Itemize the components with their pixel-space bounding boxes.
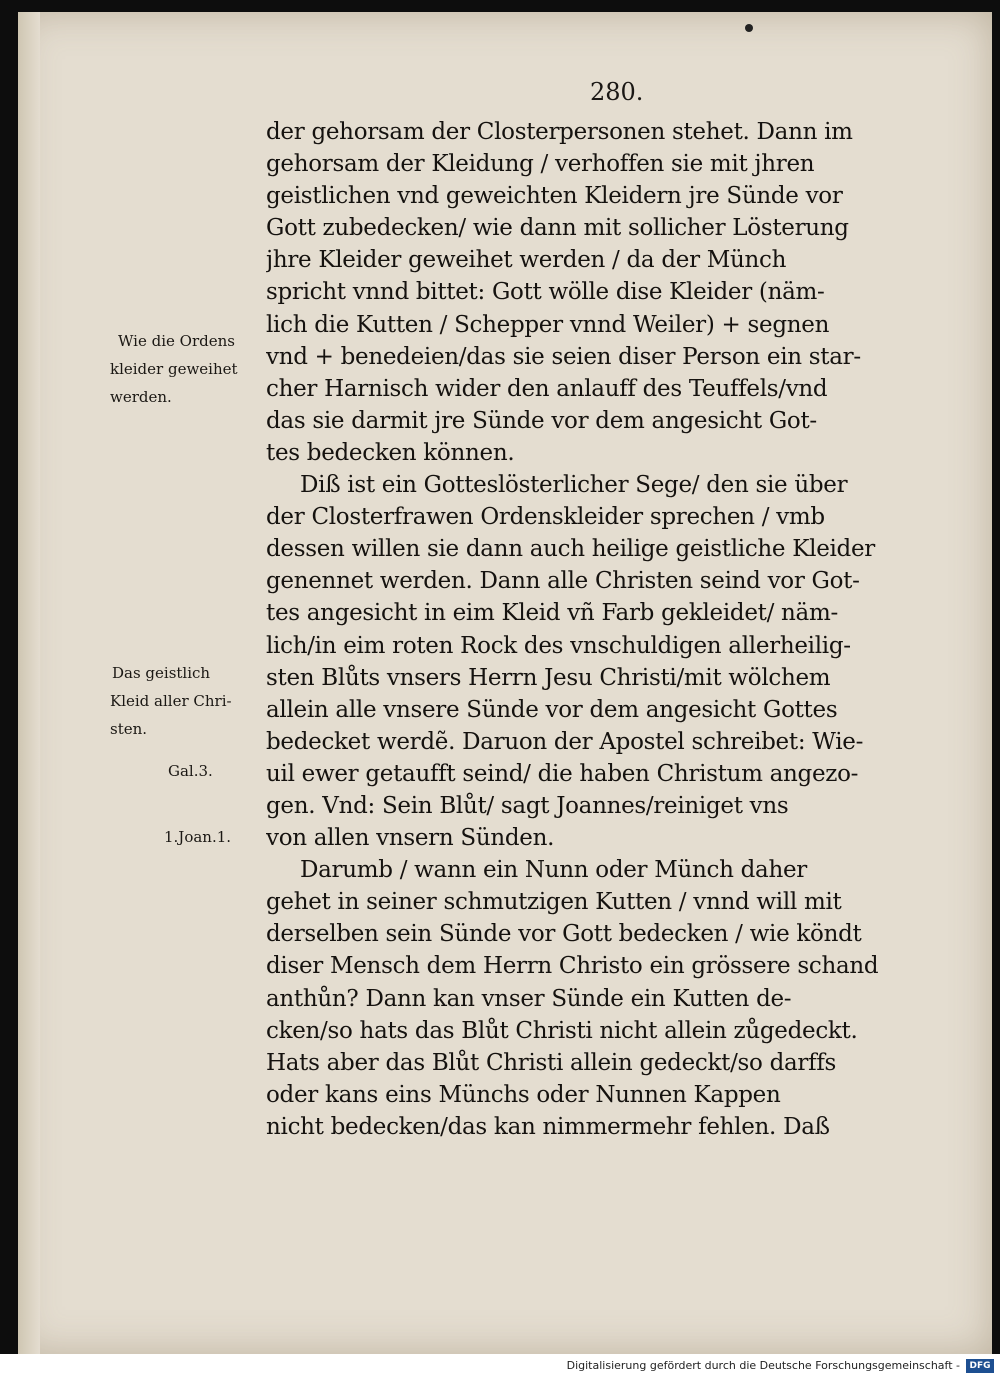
marginal-reference: Gal.3. (168, 762, 213, 780)
text-line: geistlichen vnd geweichten Kleidern jre Sünde vor (266, 183, 843, 210)
main-text (266, 116, 946, 1143)
marginal-note-1-line: Wie die Ordens (118, 332, 235, 350)
marginal-note-2-line: sten. (110, 720, 148, 738)
marginal-note-1-line: kleider geweihet (110, 360, 238, 378)
text-line: vnd + benedeien/das sie seien diser Person ein star- (266, 343, 861, 370)
text-line: Diß ist ein Gotteslösterlicher Sege/ den sie über (300, 472, 848, 499)
text-line: der gehorsam der Closterpersonen stehet. Dann im (266, 119, 853, 145)
marginal-note-2-line: Kleid aller Chri- (110, 692, 232, 710)
text-line: genennet werden. Dann alle Christen seind vor Got- (266, 568, 860, 595)
text-line: anthůn? Dann kan vnser Sünde ein Kutten de- (266, 985, 792, 1012)
text-line: bedecket werdẽ. Daruon der Apostel schreibet: Wie- (266, 728, 864, 755)
footer-bar (0, 1354, 1000, 1379)
text-line: uil ewer getaufft seind/ die haben Christum angezo- (266, 760, 859, 787)
text-line: Darumb / wann ein Nunn oder Münch daher (300, 857, 807, 884)
marginal-note-1-line: werden. (110, 388, 172, 406)
text-line: gehet in seiner schmutzigen Kutten / vnnd will mit (266, 889, 842, 916)
text-line: oder kans eins Münchs oder Nunnen Kappen (266, 1081, 781, 1108)
text-line: diser Mensch dem Herrn Christo ein grössere schand (266, 953, 879, 980)
funding-notice: Digitalisierung gefördert durch die Deutsche Forschungsgemeinschaft - (566, 1359, 960, 1372)
dfg-logo: DFG (966, 1359, 994, 1373)
text-line: cher Harnisch wider den anlauff des Teuffels/vnd (266, 375, 828, 402)
page-number: 280. (590, 78, 644, 106)
text-line: der Closterfrawen Ordenskleider sprechen / vmb (266, 504, 825, 531)
ink-mark (745, 24, 753, 32)
text-line: sten Blůts vnsers Herrn Jesu Christi/mit wölchem (266, 664, 831, 691)
text-line: von allen vnsern Sünden. (266, 825, 555, 852)
text-line: nicht bedecken/das kan nimmermehr fehlen. Daß (266, 1113, 830, 1140)
text-line: tes bedecken können. (266, 439, 515, 466)
text-line: gehorsam der Kleidung / verhoffen sie mit jhren (266, 151, 815, 178)
text-line: lich/in eim roten Rock des vnschuldigen allerheilig- (266, 632, 851, 659)
text-line: derselben sein Sünde vor Gott bedecken / wie köndt (266, 921, 862, 948)
text-line: allein alle vnsere Sünde vor dem angesicht Gottes (266, 696, 838, 723)
text-line: Hats aber das Blůt Christi allein gedeckt/so darffs (266, 1049, 837, 1076)
text-line: das sie darmit jre Sünde vor dem angesicht Got- (266, 407, 817, 434)
text-line: tes angesicht in eim Kleid vñ Farb gekleidet/ näm- (266, 600, 838, 627)
text-line: Gott zubedecken/ wie dann mit sollicher Lösterung (266, 215, 849, 242)
text-line: cken/so hats das Blůt Christi nicht allein zůgedeckt. (266, 1017, 858, 1044)
marginal-reference: 1.Joan.1. (164, 828, 232, 846)
text-line: jhre Kleider geweihet werden / da der Münch (266, 247, 787, 274)
text-line: gen. Vnd: Sein Blůt/ sagt Joannes/reiniget vns (266, 792, 789, 819)
text-line: lich die Kutten / Schepper vnnd Weiler) + segnen (266, 311, 830, 338)
page-gutter (18, 12, 40, 1354)
text-line: spricht vnnd bittet: Gott wölle dise Kleider (näm- (266, 279, 825, 306)
marginal-note-2-line: Das geistlich (112, 664, 211, 682)
text-line: dessen willen sie dann auch heilige geistliche Kleider (266, 536, 875, 563)
